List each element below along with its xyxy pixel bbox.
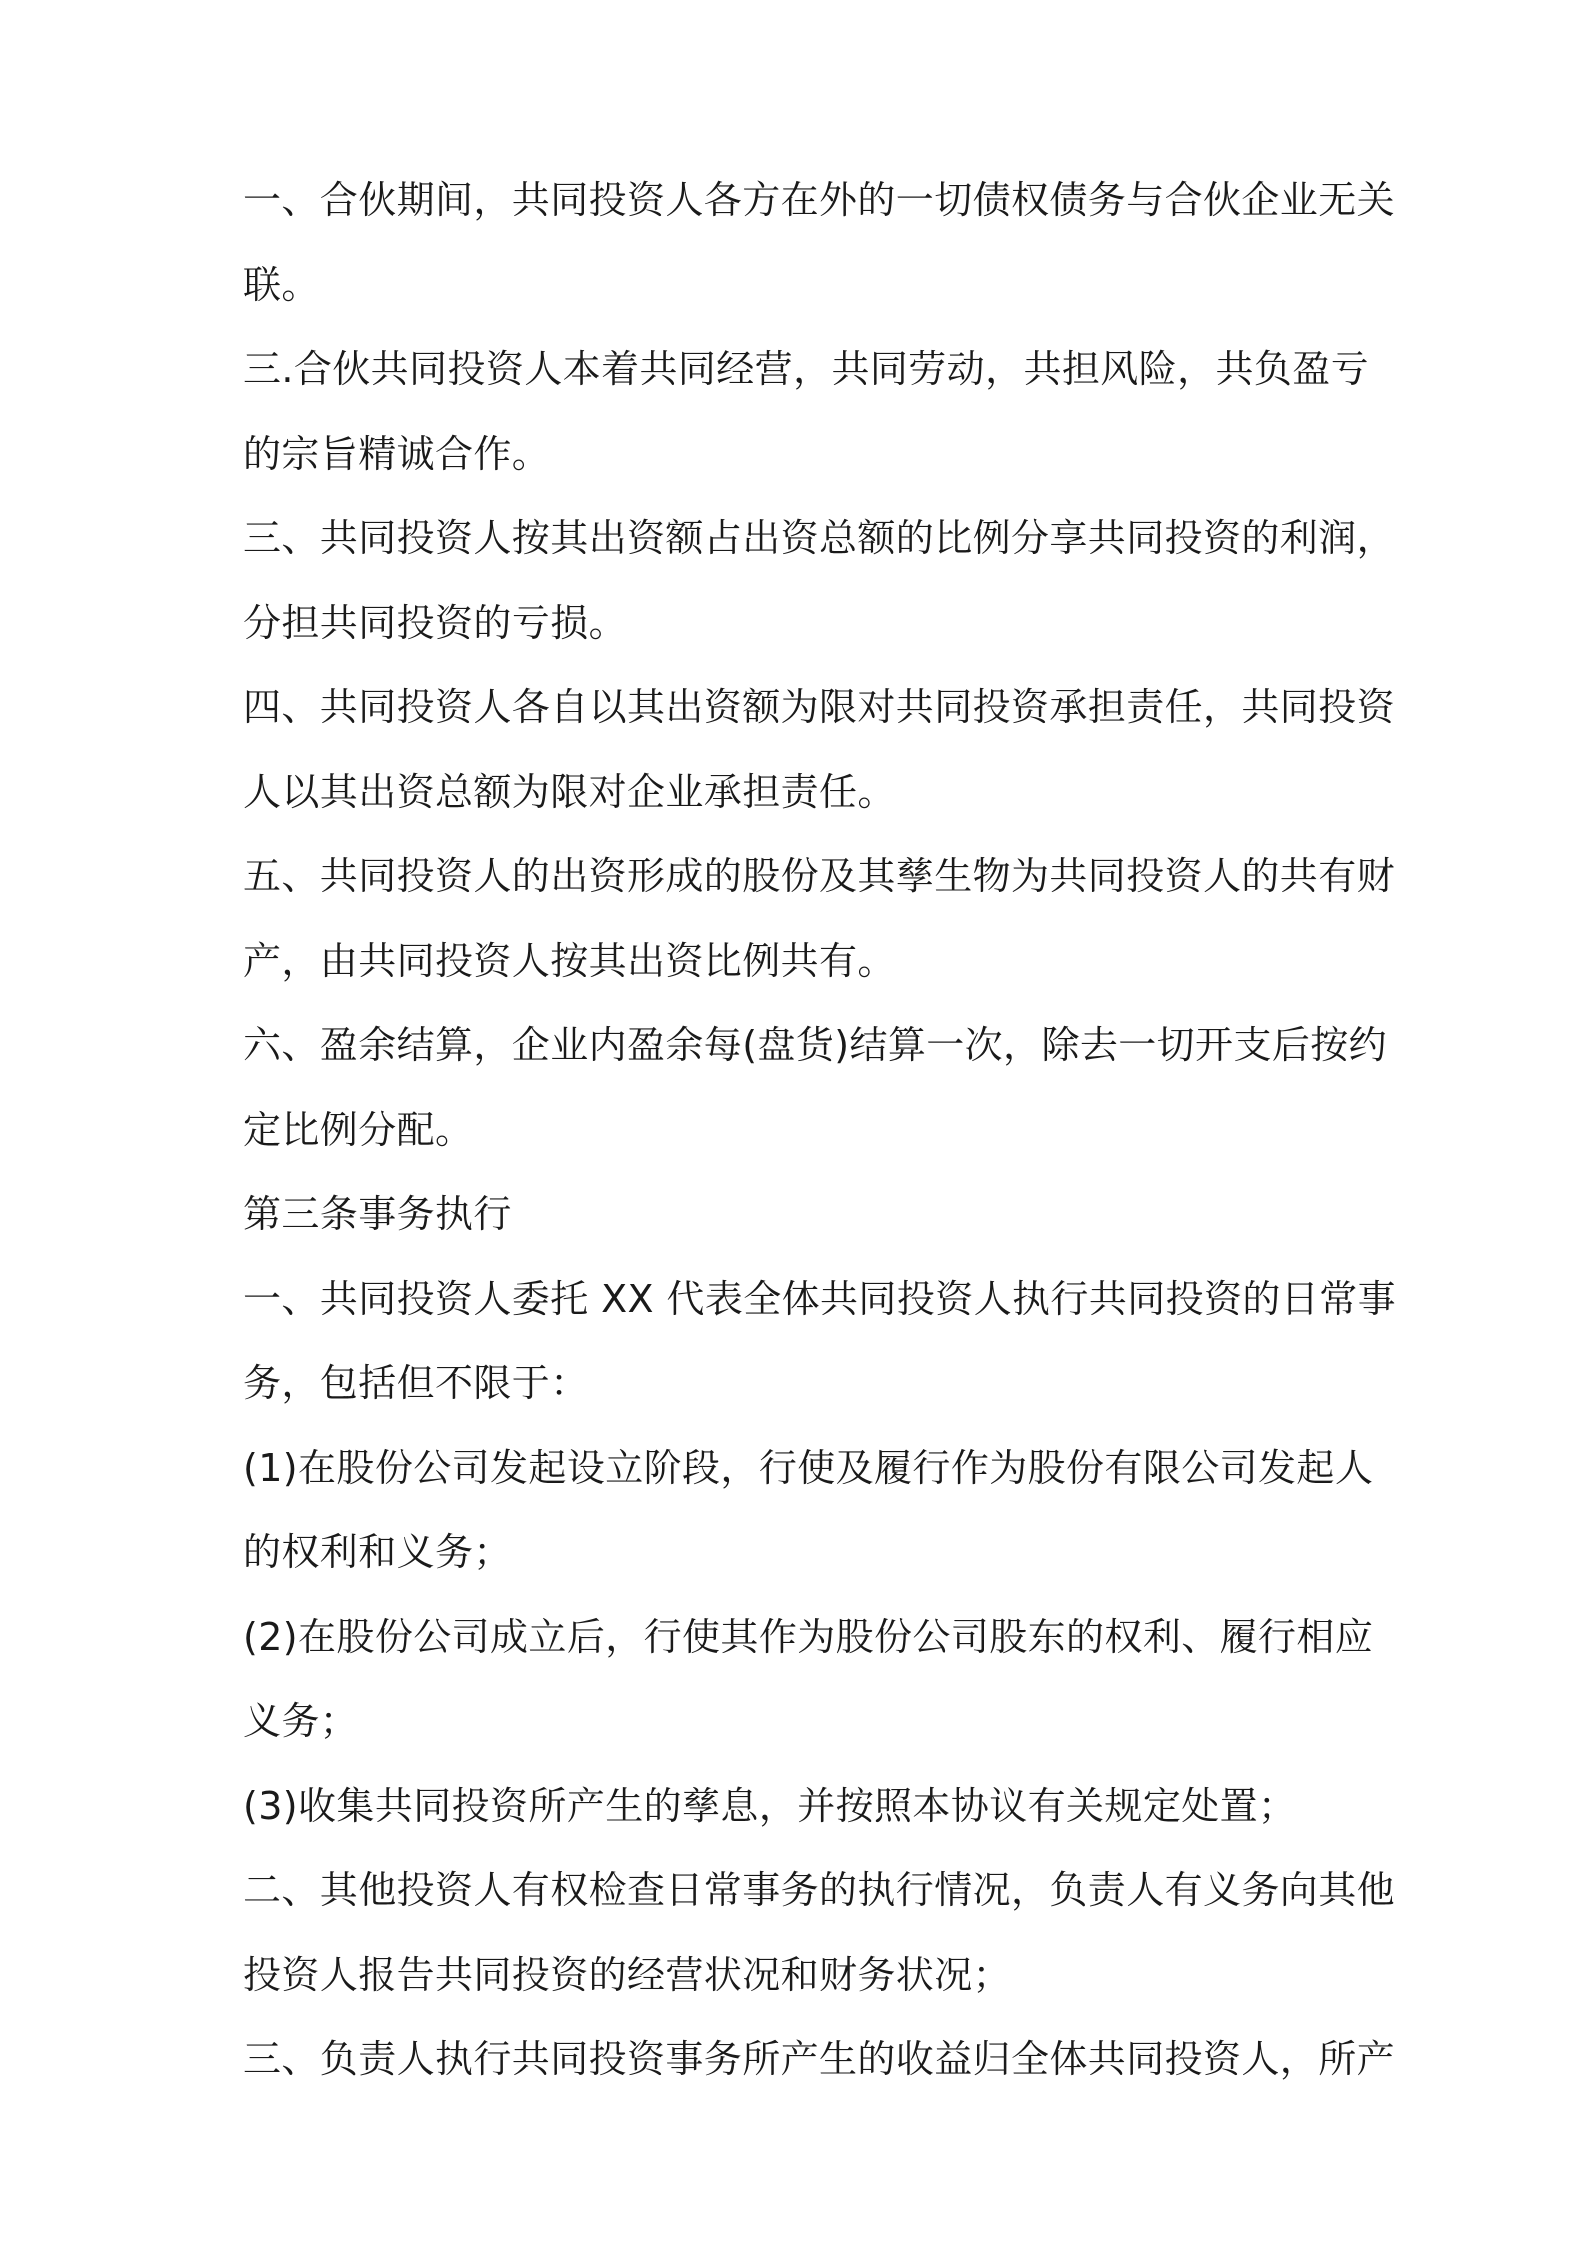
paragraph-11: [243, 1764, 1363, 1849]
heading-line: 第三条事务执行: [243, 1192, 512, 1236]
paragraph-line: (2)在股份公司成立后，行使其作为股份公司股东的权利、履行相应: [243, 1614, 1374, 1659]
paragraph-line: 五、共同投资人的出资形成的股份及其孳生物为共同投资人的共有财: [243, 854, 1396, 898]
paragraph-13: [243, 2017, 1396, 2102]
paragraph-line: 联。: [243, 262, 320, 307]
paragraph-line: 定比例分配。: [243, 1107, 474, 1152]
paragraph-line: 产，由共同投资人按其出资比例共有。: [243, 938, 896, 983]
paragraph-3: [243, 496, 1396, 665]
paragraph-2: [243, 327, 1370, 496]
paragraph-line: 四、共同投资人各自以其出资额为限对共同投资承担责任，共同投资: [243, 685, 1396, 729]
paragraph-line: 一、合伙期间，共同投资人各方在外的一切债权债务与合伙企业无关: [243, 178, 1396, 222]
paragraph-line: 分担共同投资的亏损。: [243, 600, 628, 645]
paragraph-9: [243, 1426, 1374, 1595]
paragraph-line: 义务；: [243, 1699, 359, 1743]
paragraph-5: [243, 834, 1396, 1003]
paragraph-line: 的权利和义务；: [243, 1530, 512, 1574]
section-heading: [243, 1172, 1363, 1257]
paragraph-line: 务，包括但不限于：: [243, 1361, 589, 1405]
paragraph-6: [243, 1003, 1388, 1172]
paragraph-1: [243, 158, 1396, 327]
paragraph-12: [243, 1848, 1396, 2017]
paragraph-line: 二、其他投资人有权检查日常事务的执行情况，负责人有义务向其他: [243, 1868, 1396, 1912]
paragraph-line: 三.合伙共同投资人本着共同经营，共同劳动，共担风险，共负盈亏: [243, 347, 1370, 391]
paragraph-4: [243, 665, 1396, 834]
paragraph-10: [243, 1595, 1374, 1764]
paragraph-line: 三、共同投资人按其出资额占出资总额的比例分享共同投资的利润，: [243, 516, 1396, 560]
paragraph-line: 六、盈余结算，企业内盈余每(盘货)结算一次，除去一切开支后按约: [243, 1023, 1388, 1067]
paragraph-line: 三、负责人执行共同投资事务所产生的收益归全体共同投资人，所产: [243, 2037, 1396, 2081]
document-body: [243, 158, 1397, 2102]
paragraph-line: 的宗旨精诚合作。: [243, 431, 551, 476]
paragraph-line: (1)在股份公司发起设立阶段，行使及履行作为股份有限公司发起人: [243, 1445, 1374, 1490]
paragraph-line: 人以其出资总额为限对企业承担责任。: [243, 769, 896, 814]
paragraph-line: (3)收集共同投资所产生的孳息，并按照本协议有关规定处置；: [243, 1783, 1297, 1828]
paragraph-line: 投资人报告共同投资的经营状况和财务状况；: [243, 1952, 1012, 1997]
paragraph-8: [243, 1257, 1397, 1426]
paragraph-line: 一、共同投资人委托 XX 代表全体共同投资人执行共同投资的日常事: [243, 1276, 1397, 1321]
